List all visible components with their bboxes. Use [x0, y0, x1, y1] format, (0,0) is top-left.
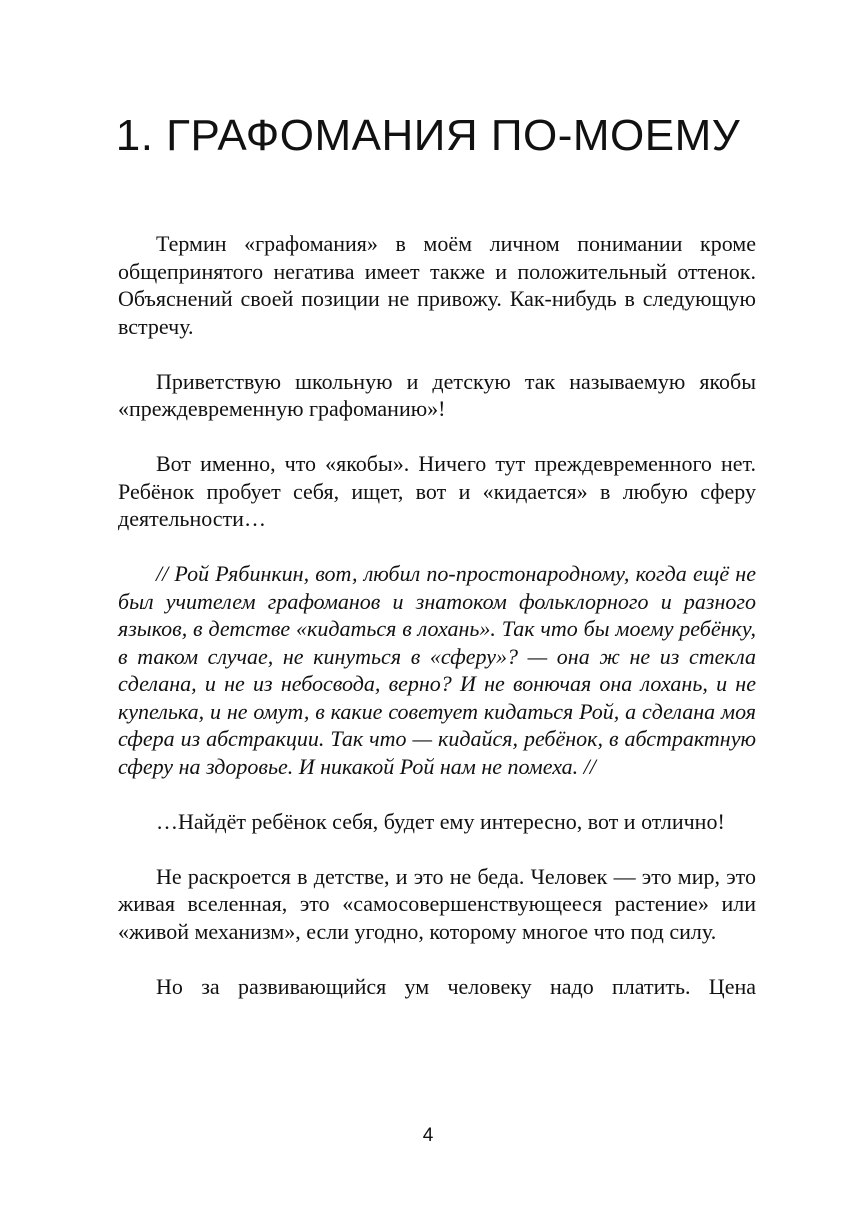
paragraph-6: Не раскроется в детстве, и это не беда. Человек — это мир, это живая вселенная, это «самосовершенствующееся растение» или «живой механизм», если угодно, которому многое что под силу.	[118, 863, 756, 944]
paragraph-7: Но за развивающийся ум человеку надо платить. Цена	[156, 973, 756, 999]
paragraph-2: Приветствую школьную и детскую так называемую якобы «преждевременную графоманию»!	[118, 368, 756, 421]
paragraph-3: Вот именно, что «якобы». Ничего тут преждевременного нет. Ребёнок пробует себя, ищет, вот и «кидается» в любую сферу деятельности…	[118, 451, 756, 531]
chapter-title: 1. ГРАФОМАНИЯ ПО-МОЕМУ	[115, 111, 741, 160]
paragraph-5: …Найдёт ребёнок себя, будет ему интересно, вот и отлично!	[156, 808, 725, 834]
chapter-body	[118, 230, 756, 1028]
paragraph-4-aside: // Рой Рябинкин, вот, любил по-простонародному, когда ещё не был учителем графоманов и знатоком фольклорного и разного языков, в детстве «кидаться в лохань». Так что бы моему ребёнку, в таком случае, не кинуться в «сферу»? — она ж не из стекла сделана, и не из небосвода, верно? И не вонючая она лохань, и не купелька, и не омут, в какие советует кидаться Рой, а сделана моя сфера из абстракции. Так что — кидайся, ребёнок, в абстрактную сферу на здоровье. И никакой Рой нам не помеха. //	[118, 561, 756, 779]
page-number: 4	[422, 1125, 434, 1146]
paragraph-1: Термин «графомания» в моём личном понимании кроме общепринятого негатива имеет также и положительный оттенок. Объяснений своей позиции не привожу. Как-нибудь в следующую встречу.	[118, 231, 756, 339]
